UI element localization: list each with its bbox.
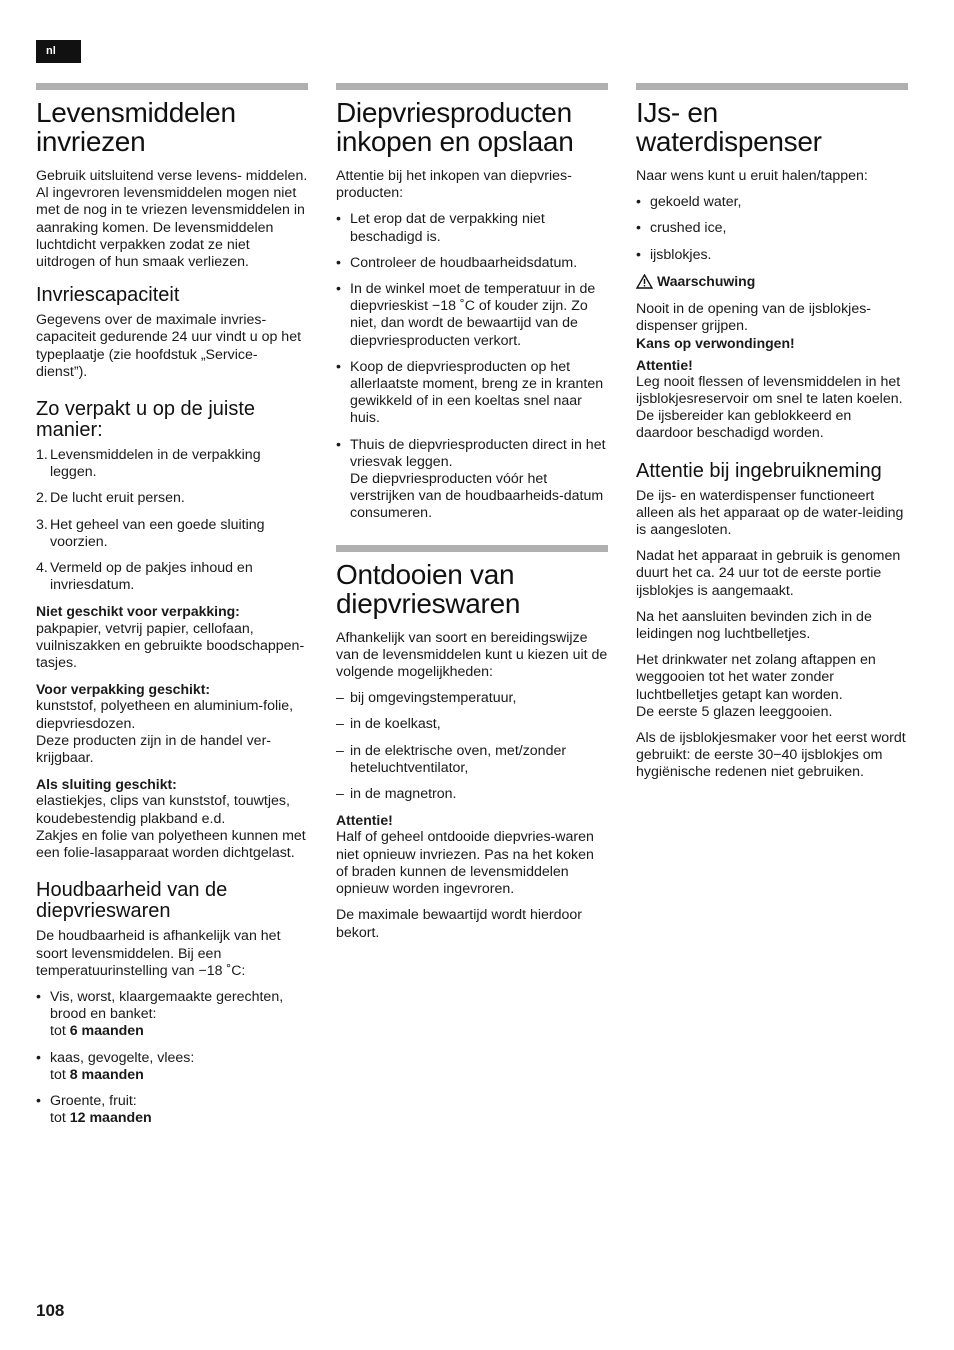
packing-steps bbox=[36, 447, 308, 594]
warning-icon bbox=[636, 274, 653, 293]
capacity-text: Gegevens over de maximale invries- capaciteit gedurende 24 uur vindt u op het typeplaatje (zie hoofdstuk „Service-dienst”). bbox=[36, 312, 302, 380]
heading-startup: Attentie bij ingebruikneming bbox=[636, 459, 882, 482]
list-item: – bij omgevingstemperatuur, bbox=[336, 690, 517, 707]
closure-text: elastiekjes, clips van kunststof, touwtjes, koudebestendig plakband e.d. bbox=[36, 793, 290, 827]
column-dispenser bbox=[636, 83, 908, 791]
thawing-intro: Afhankelijk van soort en bereidingswijze van de levensmiddelen kunt u kiezen uit de volgende mogelijkheden: bbox=[336, 629, 608, 681]
warning-text: Nooit in de opening van de ijsblokjes-dispenser grijpen. bbox=[636, 301, 872, 335]
column-frozen-products bbox=[336, 83, 608, 951]
warning-label: Waarschuwing bbox=[636, 273, 908, 293]
suitable-text: kunststof, polyetheen en aluminium-folie, diepvriesdozen. bbox=[36, 698, 294, 732]
language-tag: nl bbox=[36, 40, 81, 63]
injury-label: Kans op verwondingen! bbox=[636, 335, 795, 352]
list-item: • Thuis de diepvriesproducten direct in het vriesvak leggen. De diepvriesproducten vóór het verstrijken van de houdbaarheids-datum consumeren. bbox=[336, 436, 606, 522]
heading-shelf-life: Houdbaarheid van de diepvrieswaren bbox=[36, 879, 228, 923]
buying-intro: Attentie bij het inkopen van diepvries-producten: bbox=[336, 168, 572, 202]
suitable-text-2: Deze producten zijn in de handel ver-krijgbaar. bbox=[36, 732, 272, 767]
section-title-buying: Diepvriesproducten inkopen en opslaan bbox=[336, 97, 574, 157]
list-item: • gekoeld water, bbox=[636, 194, 742, 211]
shelf-life-text: De houdbaarheid is afhankelijk van het soort levensmiddelen. Bij een temperatuurinstelling van −18 ˚C: bbox=[36, 928, 281, 979]
page-number: 108 bbox=[36, 1301, 65, 1320]
heading-capacity: Invriescapaciteit bbox=[36, 284, 180, 307]
attention-label: Attentie! bbox=[636, 356, 693, 373]
list-item: • kaas, gevogelte, vlees: tot 8 maanden bbox=[36, 1049, 195, 1083]
section-bar bbox=[336, 83, 608, 90]
startup-text-4: Het drinkwater net zolang aftappen en weggooien tot het water zonder luchtbelletjes getapt kan worden. bbox=[636, 652, 876, 703]
list-item: – in de magnetron. bbox=[336, 786, 457, 803]
not-suitable-label: Niet geschikt voor verpakking: bbox=[36, 603, 240, 620]
freezing-intro: Gebruik uitsluitend verse levens- middelen. Al ingevroren levensmiddelen mogen niet met de nog in te vriezen levensmiddelen in aanraking komen. De levensmiddelen luchtdicht verpakken zodat ze niet uitdrogen of hun smaak verliezen. bbox=[36, 168, 308, 271]
section-bar bbox=[36, 83, 308, 90]
list-item: • Let erop dat de verpakking niet beschadigd is. bbox=[336, 211, 545, 245]
list-item: • Vis, worst, klaargemaakte gerechten, brood en banket: tot 6 maanden bbox=[36, 988, 284, 1040]
list-item: • Koop de diepvriesproducten op het allerlaatste moment, breng ze in kranten gewikkeld of in een koeltas snel naar huis. bbox=[336, 358, 604, 427]
section-title-dispenser: IJs- en waterdispenser bbox=[636, 97, 822, 157]
dispenser-list bbox=[636, 194, 908, 264]
closure-label: Als sluiting geschikt: bbox=[36, 776, 177, 793]
list-item: 4. Vermeld op de pakjes inhoud en invriesdatum. bbox=[36, 560, 253, 594]
list-item: • Groente, fruit: tot 12 maanden bbox=[36, 1092, 152, 1127]
list-item: • In de winkel moet de temperatuur in de diepvrieskist −18 ˚C of kouder zijn. Zo niet, dan wordt de bewaartijd van de diepvriesproducten verkort. bbox=[336, 281, 596, 349]
shelf-life-list bbox=[36, 989, 308, 1127]
section-title-thawing: Ontdooien van diepvrieswaren bbox=[336, 558, 521, 619]
section-bar bbox=[636, 83, 908, 90]
thawing-list bbox=[336, 690, 608, 803]
startup-text-4b: De eerste 5 glazen leeggooien. bbox=[636, 703, 833, 720]
list-item: 1. Levensmiddelen in de verpakking leggen. bbox=[36, 447, 261, 481]
section-title-freezing: Levensmiddelen invriezen bbox=[36, 97, 236, 157]
list-item: • Controleer de houdbaarheidsdatum. bbox=[336, 254, 578, 271]
startup-text-5: Als de ijsblokjesmaker voor het eerst wordt gebruikt: de eerste 30−40 ijsblokjes om hygiënische redenen niet gebruiken. bbox=[636, 730, 906, 781]
dispenser-intro: Naar wens kunt u eruit halen/tappen: bbox=[636, 168, 868, 184]
heading-packing: Zo verpakt u op de juiste manier: bbox=[36, 398, 256, 442]
startup-text-1: De ijs- en waterdispenser functioneert alleen als het apparaat op de water-leiding is aangesloten. bbox=[636, 487, 904, 539]
startup-text-3: Na het aansluiten bevinden zich in de leidingen nog luchtbelletjes. bbox=[636, 608, 872, 643]
list-item: – in de koelkast, bbox=[336, 716, 441, 733]
closure-text-2: Zakjes en folie van polyetheen kunnen met een folie-lasapparaat worden dichtgelast. bbox=[36, 827, 306, 862]
not-suitable-text: pakpapier, vetvrij papier, cellofaan, vuilniszakken en gebruikte boodschappen-tasjes. bbox=[36, 620, 305, 672]
attention-label: Attentie! bbox=[336, 812, 393, 829]
attention-text: Half of geheel ontdooide diepvries-waren niet opnieuw invriezen. Pas na het koken of braden kunnen de levensmiddelen opnieuw worden ingevroren. bbox=[336, 829, 594, 898]
startup-text-2: Nadat het apparaat in gebruik is genomen duurt het ca. 24 uur tot de eerste portie ijsblokjes is aangemaakt. bbox=[636, 548, 901, 599]
list-item: • ijsblokjes. bbox=[636, 246, 712, 263]
suitable-label: Voor verpakking geschikt: bbox=[36, 681, 211, 698]
column-freezing bbox=[36, 83, 308, 1136]
list-item: • crushed ice, bbox=[636, 220, 727, 237]
list-item: – in de elektrische oven, met/zonder heteluchtventilator, bbox=[336, 742, 567, 776]
section-bar bbox=[336, 545, 608, 552]
storage-note: De maximale bewaartijd wordt hierdoor bekort. bbox=[336, 907, 583, 941]
list-item: 3. Het geheel van een goede sluiting voorzien. bbox=[36, 516, 265, 550]
list-item: 2. De lucht eruit persen. bbox=[36, 490, 185, 507]
attention-text: Leg nooit flessen of levensmiddelen in het ijsblokjesreservoir om snel te laten koelen. De ijsbereider kan geblokkeerd en daardoor beschadigd worden. bbox=[636, 373, 903, 442]
buying-list bbox=[336, 211, 608, 522]
